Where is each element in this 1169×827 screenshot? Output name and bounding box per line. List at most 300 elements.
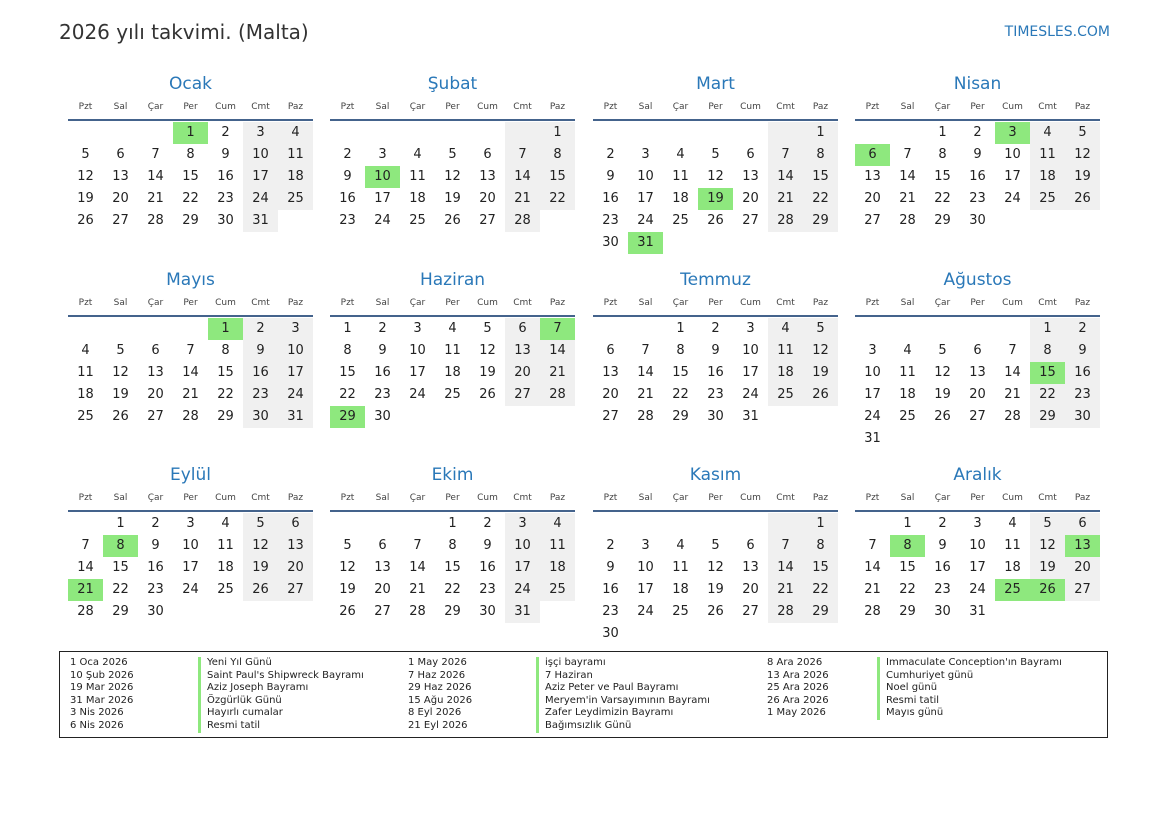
day-cell[interactable]: 31 [505,601,540,623]
day-cell[interactable]: 21 [768,579,803,601]
day-cell[interactable]: 14 [147,169,164,184]
day-cell[interactable]: 11 [217,538,234,553]
day-cell[interactable]: 27 [505,384,540,406]
day-cell[interactable]: 2 [1065,318,1100,340]
day-cell[interactable]: 3 [505,513,540,535]
holiday-day-cell[interactable]: 1 [173,122,208,144]
day-cell[interactable]: 24 [278,384,313,406]
day-cell[interactable]: 22 [217,387,234,402]
day-cell[interactable]: 9 [151,538,160,553]
day-cell[interactable]: 7 [413,538,422,553]
day-cell[interactable]: 20 [278,557,313,579]
day-cell[interactable]: 18 [1030,166,1065,188]
day-cell[interactable]: 31 [864,431,881,446]
day-cell[interactable]: 27 [969,409,986,424]
day-cell[interactable]: 7 [186,343,195,358]
day-cell[interactable]: 10 [409,343,426,358]
day-cell[interactable]: 17 [637,191,654,206]
day-cell[interactable]: 2 [606,147,615,162]
day-cell[interactable]: 12 [1030,535,1065,557]
day-cell[interactable]: 11 [278,144,313,166]
day-cell[interactable]: 27 [864,213,881,228]
day-cell[interactable]: 30 [1065,406,1100,428]
day-cell[interactable]: 8 [676,343,685,358]
day-cell[interactable]: 30 [374,409,391,424]
day-cell[interactable]: 19 [479,365,496,380]
day-cell[interactable]: 24 [864,409,881,424]
day-cell[interactable]: 16 [602,582,619,597]
day-cell[interactable]: 3 [243,122,278,144]
day-cell[interactable]: 13 [602,365,619,380]
day-cell[interactable]: 24 [637,604,654,619]
day-cell[interactable]: 18 [1004,560,1021,575]
day-cell[interactable]: 30 [707,409,724,424]
holiday-day-cell[interactable]: 10 [365,166,400,188]
day-cell[interactable]: 18 [278,166,313,188]
day-cell[interactable]: 26 [934,409,951,424]
day-cell[interactable]: 21 [864,582,881,597]
day-cell[interactable]: 26 [339,604,356,619]
holiday-day-cell[interactable]: 19 [698,188,733,210]
day-cell[interactable]: 24 [969,582,986,597]
day-cell[interactable]: 12 [803,340,838,362]
day-cell[interactable]: 10 [1004,147,1021,162]
day-cell[interactable]: 16 [479,560,496,575]
day-cell[interactable]: 29 [803,210,838,232]
day-cell[interactable]: 14 [409,560,426,575]
day-cell[interactable]: 8 [803,535,838,557]
day-cell[interactable]: 30 [479,604,496,619]
day-cell[interactable]: 19 [934,387,951,402]
day-cell[interactable]: 5 [711,147,720,162]
day-cell[interactable]: 25 [409,213,426,228]
day-cell[interactable]: 23 [243,384,278,406]
day-cell[interactable]: 6 [973,343,982,358]
day-cell[interactable]: 24 [182,582,199,597]
day-cell[interactable]: 19 [707,582,724,597]
day-cell[interactable]: 11 [768,340,803,362]
day-cell[interactable]: 15 [182,169,199,184]
day-cell[interactable]: 21 [768,188,803,210]
day-cell[interactable]: 11 [77,365,94,380]
day-cell[interactable]: 4 [81,343,90,358]
day-cell[interactable]: 6 [378,538,387,553]
day-cell[interactable]: 6 [606,343,615,358]
day-cell[interactable]: 20 [479,191,496,206]
day-cell[interactable]: 15 [444,560,461,575]
day-cell[interactable]: 31 [243,210,278,232]
day-cell[interactable]: 26 [1065,188,1100,210]
day-cell[interactable]: 10 [864,365,881,380]
day-cell[interactable]: 28 [505,210,540,232]
day-cell[interactable]: 5 [483,321,492,336]
day-cell[interactable]: 12 [77,169,94,184]
day-cell[interactable]: 18 [768,362,803,384]
day-cell[interactable]: 23 [969,191,986,206]
day-cell[interactable]: 28 [1004,409,1021,424]
day-cell[interactable]: 8 [938,147,947,162]
day-cell[interactable]: 26 [479,387,496,402]
day-cell[interactable]: 19 [1030,557,1065,579]
day-cell[interactable]: 25 [217,582,234,597]
day-cell[interactable]: 1 [540,122,575,144]
day-cell[interactable]: 17 [182,560,199,575]
day-cell[interactable]: 28 [637,409,654,424]
day-cell[interactable]: 7 [641,343,650,358]
day-cell[interactable]: 12 [243,535,278,557]
day-cell[interactable]: 9 [221,147,230,162]
day-cell[interactable]: 10 [505,535,540,557]
day-cell[interactable]: 2 [221,125,230,140]
day-cell[interactable]: 5 [243,513,278,535]
day-cell[interactable]: 9 [973,147,982,162]
day-cell[interactable]: 21 [540,362,575,384]
holiday-day-cell[interactable]: 1 [208,318,243,340]
day-cell[interactable]: 8 [221,343,230,358]
day-cell[interactable]: 21 [147,191,164,206]
day-cell[interactable]: 29 [934,213,951,228]
day-cell[interactable]: 18 [444,365,461,380]
day-cell[interactable]: 17 [742,365,759,380]
day-cell[interactable]: 31 [742,409,759,424]
day-cell[interactable]: 9 [343,169,352,184]
day-cell[interactable]: 29 [182,213,199,228]
holiday-day-cell[interactable]: 31 [628,232,663,254]
day-cell[interactable]: 23 [602,213,619,228]
day-cell[interactable]: 22 [339,387,356,402]
day-cell[interactable]: 2 [151,516,160,531]
day-cell[interactable]: 25 [672,213,689,228]
day-cell[interactable]: 12 [934,365,951,380]
day-cell[interactable]: 3 [186,516,195,531]
day-cell[interactable]: 16 [339,191,356,206]
holiday-day-cell[interactable]: 21 [68,579,103,601]
day-cell[interactable]: 11 [409,169,426,184]
day-cell[interactable]: 16 [602,191,619,206]
day-cell[interactable]: 8 [343,343,352,358]
day-cell[interactable]: 22 [182,191,199,206]
day-cell[interactable]: 30 [243,406,278,428]
day-cell[interactable]: 18 [899,387,916,402]
day-cell[interactable]: 9 [1065,340,1100,362]
day-cell[interactable]: 23 [374,387,391,402]
day-cell[interactable]: 24 [243,188,278,210]
day-cell[interactable]: 6 [746,147,755,162]
day-cell[interactable]: 12 [707,169,724,184]
day-cell[interactable]: 10 [637,560,654,575]
day-cell[interactable]: 14 [768,557,803,579]
day-cell[interactable]: 4 [903,343,912,358]
day-cell[interactable]: 4 [540,513,575,535]
day-cell[interactable]: 17 [243,166,278,188]
day-cell[interactable]: 23 [1065,384,1100,406]
day-cell[interactable]: 3 [378,147,387,162]
day-cell[interactable]: 8 [186,147,195,162]
day-cell[interactable]: 28 [147,213,164,228]
day-cell[interactable]: 23 [602,604,619,619]
day-cell[interactable]: 20 [602,387,619,402]
holiday-day-cell[interactable]: 7 [540,318,575,340]
day-cell[interactable]: 25 [1030,188,1065,210]
day-cell[interactable]: 31 [969,604,986,619]
day-cell[interactable]: 20 [864,191,881,206]
day-cell[interactable]: 26 [112,409,129,424]
day-cell[interactable]: 3 [973,516,982,531]
site-link[interactable]: TIMESLES.COM [1004,24,1110,40]
holiday-day-cell[interactable]: 25 [995,579,1030,601]
day-cell[interactable]: 10 [637,169,654,184]
day-cell[interactable]: 25 [278,188,313,210]
day-cell[interactable]: 14 [637,365,654,380]
day-cell[interactable]: 27 [742,213,759,228]
day-cell[interactable]: 27 [742,604,759,619]
day-cell[interactable]: 14 [1004,365,1021,380]
day-cell[interactable]: 12 [1065,144,1100,166]
day-cell[interactable]: 19 [444,191,461,206]
day-cell[interactable]: 15 [803,557,838,579]
day-cell[interactable]: 19 [1065,166,1100,188]
day-cell[interactable]: 20 [1065,557,1100,579]
day-cell[interactable]: 15 [899,560,916,575]
day-cell[interactable]: 14 [864,560,881,575]
day-cell[interactable]: 22 [803,188,838,210]
day-cell[interactable]: 7 [903,147,912,162]
day-cell[interactable]: 5 [1030,513,1065,535]
day-cell[interactable]: 20 [505,362,540,384]
day-cell[interactable]: 20 [969,387,986,402]
day-cell[interactable]: 13 [147,365,164,380]
day-cell[interactable]: 17 [637,582,654,597]
day-cell[interactable]: 3 [641,538,650,553]
day-cell[interactable]: 20 [112,191,129,206]
day-cell[interactable]: 6 [116,147,125,162]
day-cell[interactable]: 9 [606,560,615,575]
day-cell[interactable]: 21 [899,191,916,206]
day-cell[interactable]: 25 [540,579,575,601]
day-cell[interactable]: 28 [182,409,199,424]
day-cell[interactable]: 29 [217,409,234,424]
day-cell[interactable]: 9 [243,340,278,362]
day-cell[interactable]: 29 [899,604,916,619]
day-cell[interactable]: 27 [374,604,391,619]
day-cell[interactable]: 30 [969,213,986,228]
day-cell[interactable]: 24 [1004,191,1021,206]
day-cell[interactable]: 27 [602,409,619,424]
day-cell[interactable]: 4 [676,147,685,162]
day-cell[interactable]: 25 [77,409,94,424]
day-cell[interactable]: 24 [505,579,540,601]
day-cell[interactable]: 2 [243,318,278,340]
day-cell[interactable]: 10 [278,340,313,362]
day-cell[interactable]: 30 [602,626,619,641]
day-cell[interactable]: 24 [637,213,654,228]
day-cell[interactable]: 15 [672,365,689,380]
day-cell[interactable]: 5 [81,147,90,162]
day-cell[interactable]: 12 [479,343,496,358]
day-cell[interactable]: 28 [77,604,94,619]
day-cell[interactable]: 19 [77,191,94,206]
day-cell[interactable]: 1 [343,321,352,336]
day-cell[interactable]: 5 [116,343,125,358]
day-cell[interactable]: 7 [151,147,160,162]
day-cell[interactable]: 12 [444,169,461,184]
day-cell[interactable]: 22 [934,191,951,206]
day-cell[interactable]: 10 [243,144,278,166]
day-cell[interactable]: 20 [742,582,759,597]
day-cell[interactable]: 1 [116,516,125,531]
day-cell[interactable]: 24 [742,387,759,402]
day-cell[interactable]: 11 [672,560,689,575]
day-cell[interactable]: 16 [934,560,951,575]
day-cell[interactable]: 28 [768,601,803,623]
day-cell[interactable]: 10 [969,538,986,553]
day-cell[interactable]: 6 [483,147,492,162]
day-cell[interactable]: 11 [1030,144,1065,166]
day-cell[interactable]: 19 [243,557,278,579]
day-cell[interactable]: 23 [479,582,496,597]
day-cell[interactable]: 3 [641,147,650,162]
day-cell[interactable]: 27 [1065,579,1100,601]
day-cell[interactable]: 25 [672,604,689,619]
day-cell[interactable]: 14 [77,560,94,575]
day-cell[interactable]: 2 [378,321,387,336]
day-cell[interactable]: 30 [934,604,951,619]
day-cell[interactable]: 14 [768,166,803,188]
day-cell[interactable]: 9 [606,169,615,184]
day-cell[interactable]: 15 [803,166,838,188]
day-cell[interactable]: 2 [711,321,720,336]
day-cell[interactable]: 17 [278,362,313,384]
day-cell[interactable]: 11 [672,169,689,184]
day-cell[interactable]: 25 [444,387,461,402]
day-cell[interactable]: 14 [899,169,916,184]
holiday-day-cell[interactable]: 8 [103,535,138,557]
day-cell[interactable]: 25 [899,409,916,424]
holiday-day-cell[interactable]: 3 [995,122,1030,144]
day-cell[interactable]: 30 [217,213,234,228]
day-cell[interactable]: 17 [864,387,881,402]
day-cell[interactable]: 13 [969,365,986,380]
day-cell[interactable]: 4 [221,516,230,531]
day-cell[interactable]: 18 [672,582,689,597]
day-cell[interactable]: 26 [707,604,724,619]
day-cell[interactable]: 2 [606,538,615,553]
day-cell[interactable]: 4 [413,147,422,162]
day-cell[interactable]: 11 [1004,538,1021,553]
day-cell[interactable]: 17 [409,365,426,380]
holiday-day-cell[interactable]: 26 [1030,579,1065,601]
day-cell[interactable]: 13 [505,340,540,362]
day-cell[interactable]: 16 [217,169,234,184]
day-cell[interactable]: 9 [711,343,720,358]
day-cell[interactable]: 13 [479,169,496,184]
day-cell[interactable]: 29 [1030,406,1065,428]
day-cell[interactable]: 16 [969,169,986,184]
day-cell[interactable]: 16 [374,365,391,380]
day-cell[interactable]: 28 [899,213,916,228]
day-cell[interactable]: 16 [243,362,278,384]
day-cell[interactable]: 15 [112,560,129,575]
day-cell[interactable]: 22 [672,387,689,402]
day-cell[interactable]: 22 [112,582,129,597]
day-cell[interactable]: 13 [742,169,759,184]
day-cell[interactable]: 27 [479,213,496,228]
day-cell[interactable]: 3 [746,321,755,336]
day-cell[interactable]: 1 [1030,318,1065,340]
day-cell[interactable]: 10 [742,343,759,358]
day-cell[interactable]: 26 [77,213,94,228]
day-cell[interactable]: 4 [676,538,685,553]
day-cell[interactable]: 20 [374,582,391,597]
day-cell[interactable]: 13 [374,560,391,575]
day-cell[interactable]: 18 [540,557,575,579]
day-cell[interactable]: 19 [803,362,838,384]
day-cell[interactable]: 8 [540,144,575,166]
day-cell[interactable]: 7 [81,538,90,553]
day-cell[interactable]: 28 [864,604,881,619]
day-cell[interactable]: 22 [899,582,916,597]
day-cell[interactable]: 9 [938,538,947,553]
holiday-day-cell[interactable]: 6 [855,144,890,166]
day-cell[interactable]: 18 [409,191,426,206]
day-cell[interactable]: 6 [1065,513,1100,535]
day-cell[interactable]: 14 [505,166,540,188]
day-cell[interactable]: 13 [112,169,129,184]
day-cell[interactable]: 5 [448,147,457,162]
day-cell[interactable]: 17 [374,191,391,206]
day-cell[interactable]: 9 [378,343,387,358]
day-cell[interactable]: 8 [1030,340,1065,362]
day-cell[interactable]: 12 [707,560,724,575]
day-cell[interactable]: 11 [444,343,461,358]
day-cell[interactable]: 24 [374,213,391,228]
day-cell[interactable]: 6 [151,343,160,358]
holiday-day-cell[interactable]: 8 [890,535,925,557]
day-cell[interactable]: 26 [444,213,461,228]
day-cell[interactable]: 1 [938,125,947,140]
day-cell[interactable]: 9 [483,538,492,553]
day-cell[interactable]: 30 [602,235,619,250]
day-cell[interactable]: 25 [768,384,803,406]
day-cell[interactable]: 1 [448,516,457,531]
day-cell[interactable]: 13 [742,560,759,575]
day-cell[interactable]: 5 [938,343,947,358]
day-cell[interactable]: 1 [803,513,838,535]
day-cell[interactable]: 26 [243,579,278,601]
day-cell[interactable]: 21 [182,387,199,402]
day-cell[interactable]: 20 [147,387,164,402]
day-cell[interactable]: 21 [409,582,426,597]
day-cell[interactable]: 31 [278,406,313,428]
day-cell[interactable]: 18 [672,191,689,206]
day-cell[interactable]: 28 [768,210,803,232]
day-cell[interactable]: 6 [746,538,755,553]
day-cell[interactable]: 22 [540,188,575,210]
day-cell[interactable]: 23 [339,213,356,228]
day-cell[interactable]: 26 [707,213,724,228]
day-cell[interactable]: 11 [899,365,916,380]
day-cell[interactable]: 4 [278,122,313,144]
day-cell[interactable]: 2 [938,516,947,531]
day-cell[interactable]: 27 [278,579,313,601]
day-cell[interactable]: 2 [343,147,352,162]
day-cell[interactable]: 18 [77,387,94,402]
day-cell[interactable]: 16 [147,560,164,575]
day-cell[interactable]: 7 [1008,343,1017,358]
holiday-day-cell[interactable]: 29 [330,406,365,428]
day-cell[interactable]: 10 [182,538,199,553]
day-cell[interactable]: 29 [112,604,129,619]
